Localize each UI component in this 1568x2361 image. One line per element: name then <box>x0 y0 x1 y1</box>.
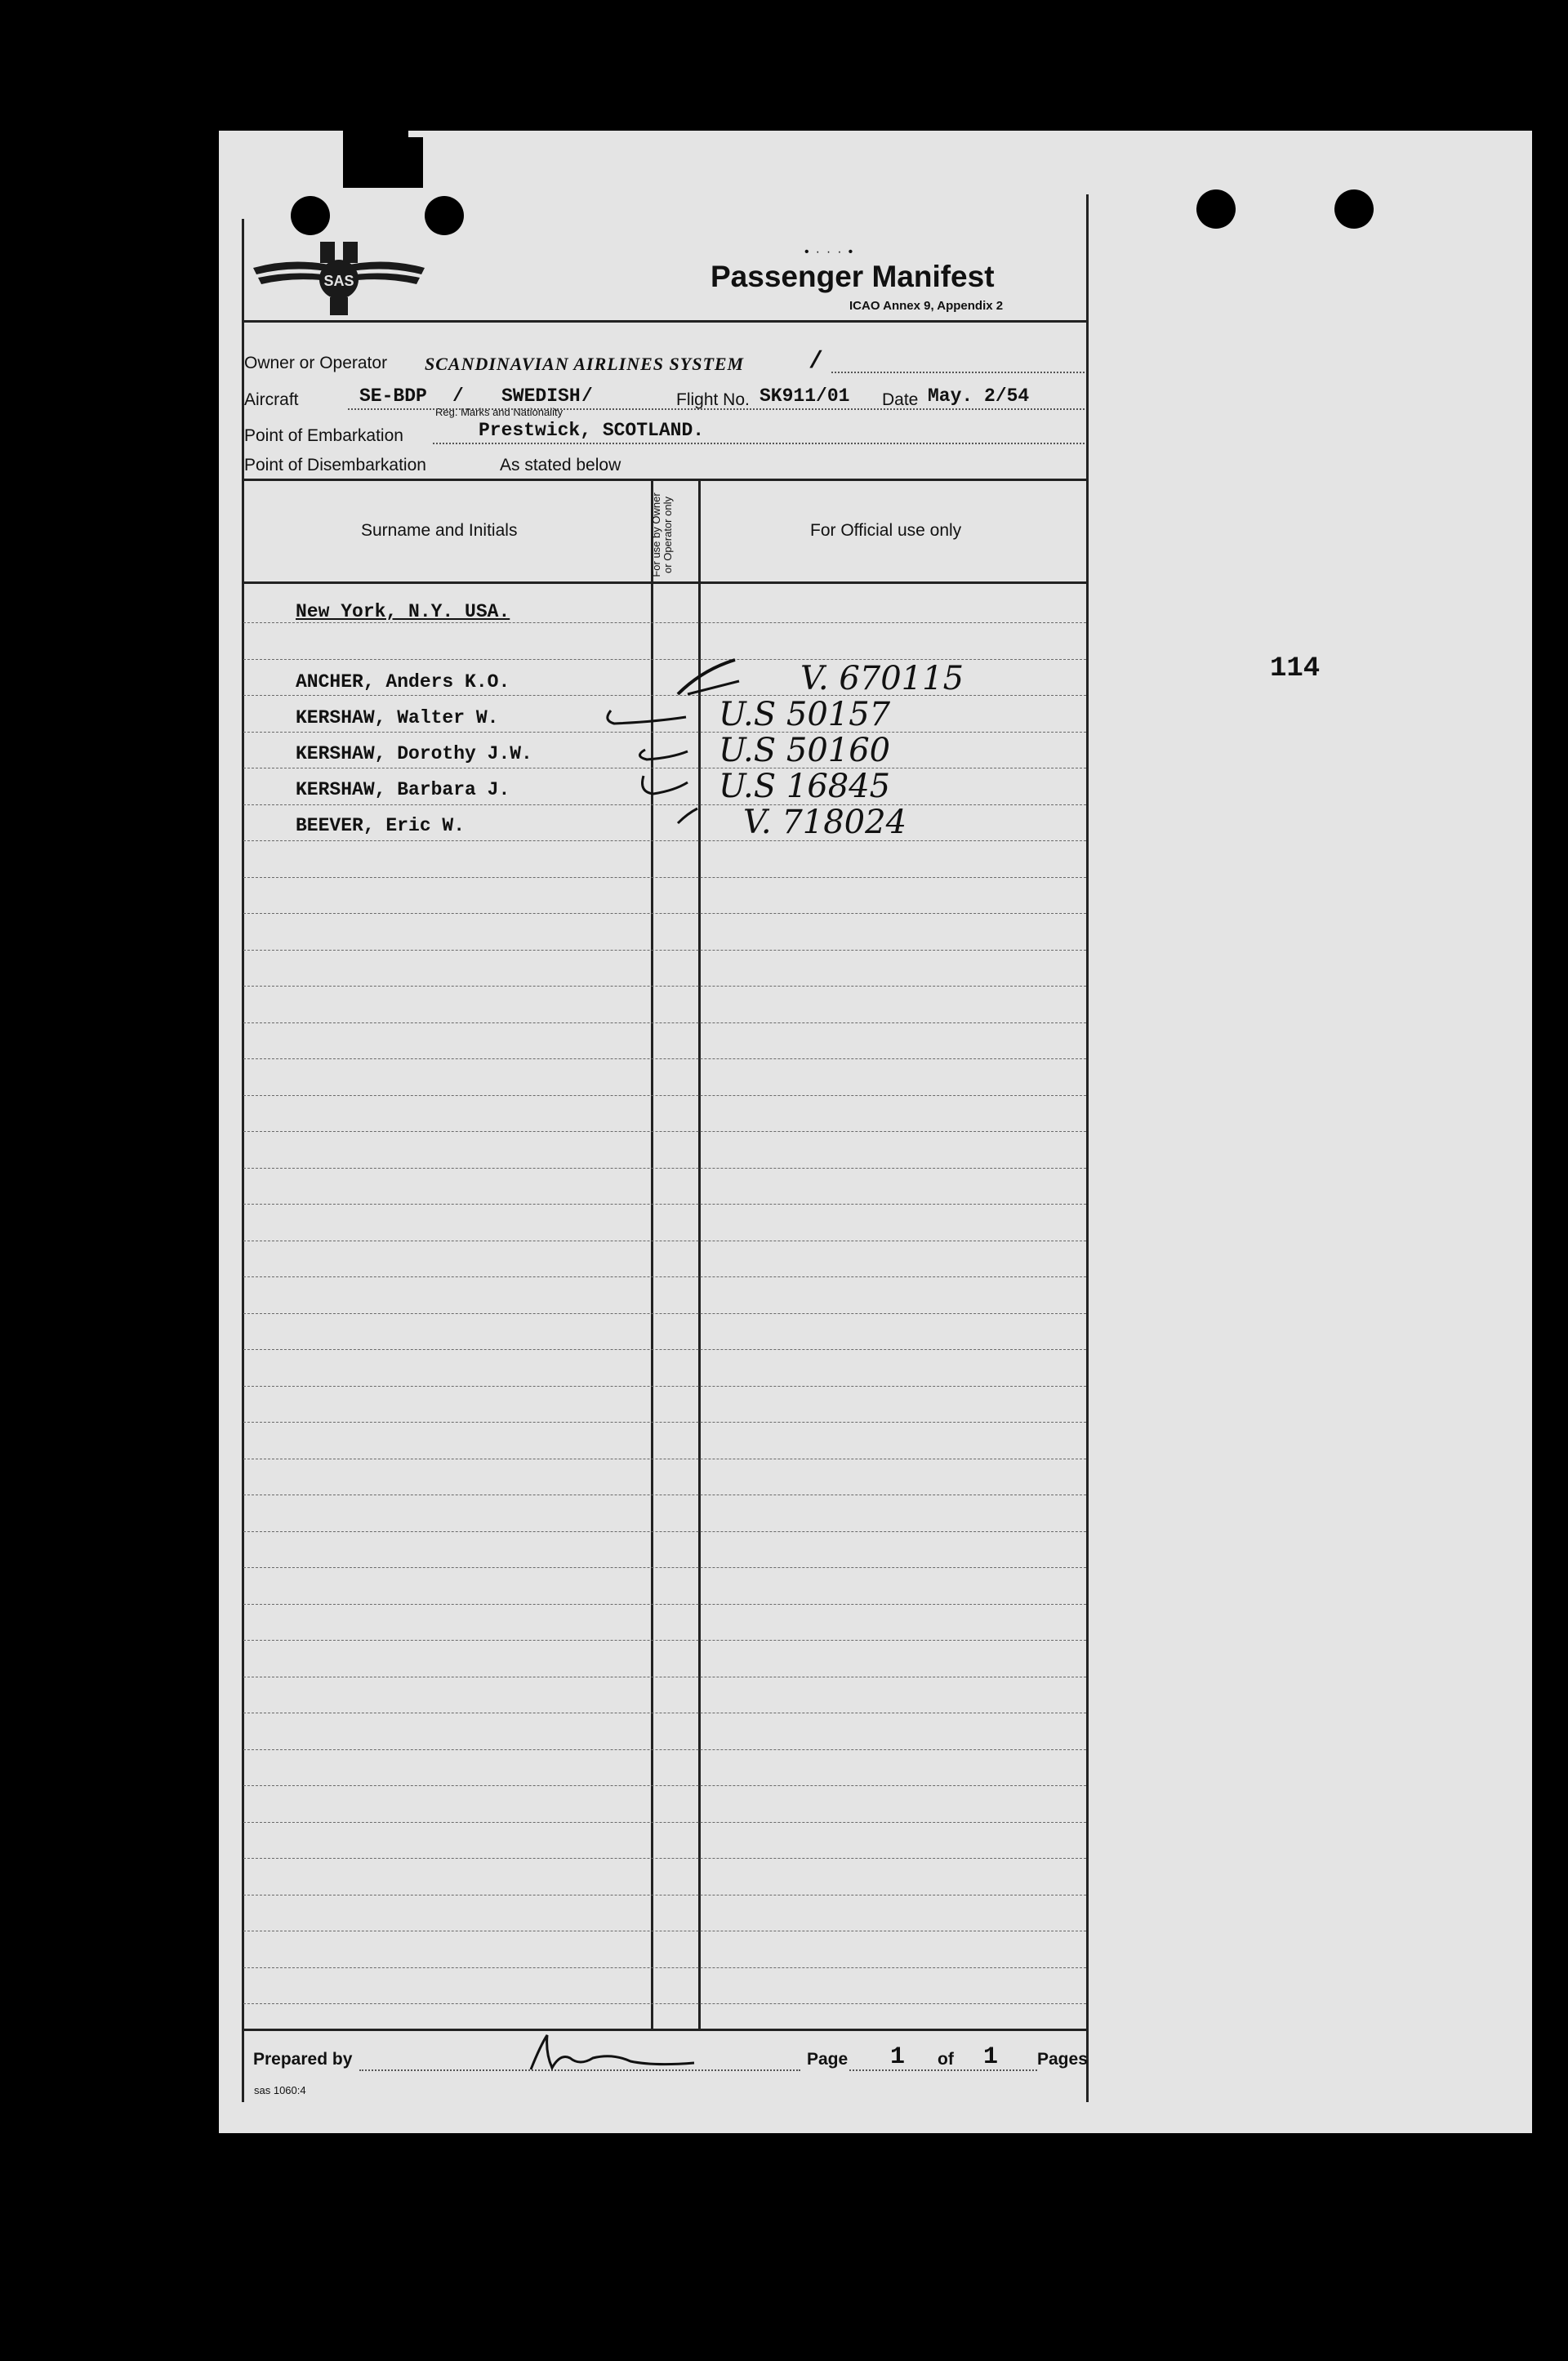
table-top-rule <box>242 479 1089 481</box>
punch-hole-right-1 <box>1196 189 1236 229</box>
prepared-by-label: Prepared by <box>253 2050 353 2069</box>
torn-corner-edge <box>384 137 423 188</box>
header-dots: •···• <box>804 245 860 259</box>
disembark-value: As stated below <box>500 456 621 474</box>
page-title: Passenger Manifest <box>710 260 995 293</box>
reg-note: Reg. Marks and Nationality <box>435 406 564 418</box>
table-row <box>243 913 1086 914</box>
table-row <box>243 1640 1086 1641</box>
manifest-sheet <box>219 131 1532 2133</box>
owner-slash: / <box>808 348 824 376</box>
official-number: V. 718024 <box>743 804 907 841</box>
embark-dotted-line <box>433 443 1085 444</box>
aircraft-nationality: SWEDISH <box>501 385 581 407</box>
aircraft-slash-1: / <box>452 385 464 407</box>
table-row <box>243 1858 1086 1859</box>
frame-left <box>242 219 244 2102</box>
table-row <box>243 986 1086 987</box>
page-label: Page <box>807 2050 849 2069</box>
table-row <box>243 1422 1086 1423</box>
passenger-name: KERSHAW, Barbara J. <box>296 779 510 800</box>
page-stamp-number: 114 <box>1270 653 1321 684</box>
table-row <box>243 1822 1086 1823</box>
owner-value: SCANDINAVIAN AIRLINES SYSTEM <box>425 354 745 374</box>
passenger-name: BEEVER, Eric W. <box>296 815 466 836</box>
punch-hole-right-2 <box>1334 189 1374 229</box>
form-number: sas 1060:4 <box>254 2084 306 2096</box>
punch-hole-left-2 <box>425 196 464 235</box>
col-header-official: For Official use only <box>810 521 962 540</box>
owner-label: Owner or Operator <box>244 354 388 372</box>
official-number: U.S 16845 <box>719 768 891 805</box>
table-row <box>243 1386 1086 1387</box>
aircraft-dotted-line <box>348 408 1085 410</box>
page-line <box>849 2069 1037 2071</box>
disembark-label: Point of Disembarkation <box>244 456 426 474</box>
aircraft-slash-2: / <box>581 385 593 407</box>
pages-label: Pages <box>1037 2050 1088 2069</box>
table-row <box>243 1749 1086 1750</box>
table-row <box>243 1785 1086 1786</box>
owner-dotted-line <box>831 372 1085 373</box>
aircraft-label: Aircraft <box>244 390 299 409</box>
table-row <box>243 1058 1086 1059</box>
table-row <box>243 1349 1086 1350</box>
official-number: V. 670115 <box>800 660 964 697</box>
table-row <box>243 1095 1086 1096</box>
page-value: 1 <box>890 2043 906 2071</box>
date-value: May. 2/54 <box>928 385 1030 407</box>
of-value: 1 <box>983 2043 999 2071</box>
table-row <box>243 1531 1086 1532</box>
passenger-name: KERSHAW, Walter W. <box>296 707 499 728</box>
official-number: U.S 50157 <box>719 696 891 733</box>
page-subtitle: ICAO Annex 9, Appendix 2 <box>849 299 1004 313</box>
table-row <box>243 877 1086 878</box>
table-row <box>243 1204 1086 1205</box>
col-header-name: Surname and Initials <box>361 521 518 540</box>
passenger-name: KERSHAW, Dorothy J.W. <box>296 743 532 764</box>
table-row <box>243 622 1086 623</box>
table-row <box>243 950 1086 951</box>
punch-hole-left-1 <box>291 196 330 235</box>
table-row <box>243 1022 1086 1023</box>
table-row <box>243 1967 1086 1968</box>
of-label: of <box>938 2050 954 2069</box>
col-header-owner: For use by Owner or Operator only <box>650 492 674 577</box>
table-row <box>243 2003 1086 2004</box>
official-number: U.S 50160 <box>719 732 891 769</box>
header-rule <box>242 320 1089 323</box>
passenger-name: ANCHER, Anders K.O. <box>296 671 510 693</box>
aircraft-reg: SE-BDP <box>359 385 427 407</box>
signature-icon <box>523 2029 702 2078</box>
embark-label: Point of Embarkation <box>244 426 403 445</box>
table-row <box>243 1276 1086 1277</box>
table-header-rule <box>242 581 1089 584</box>
svg-text:SAS: SAS <box>323 273 354 289</box>
date-label: Date <box>882 390 919 409</box>
destination-heading: New York, N.Y. USA. <box>296 601 510 622</box>
flight-value: SK911/01 <box>760 385 850 407</box>
embark-value: Prestwick, SCOTLAND. <box>479 420 705 441</box>
table-row <box>243 1131 1086 1132</box>
table-row <box>243 1168 1086 1169</box>
table-row <box>243 1567 1086 1568</box>
table-row <box>243 1604 1086 1605</box>
table-row <box>243 1313 1086 1314</box>
airline-logo-icon <box>245 237 433 319</box>
flight-label: Flight No. <box>676 390 750 409</box>
